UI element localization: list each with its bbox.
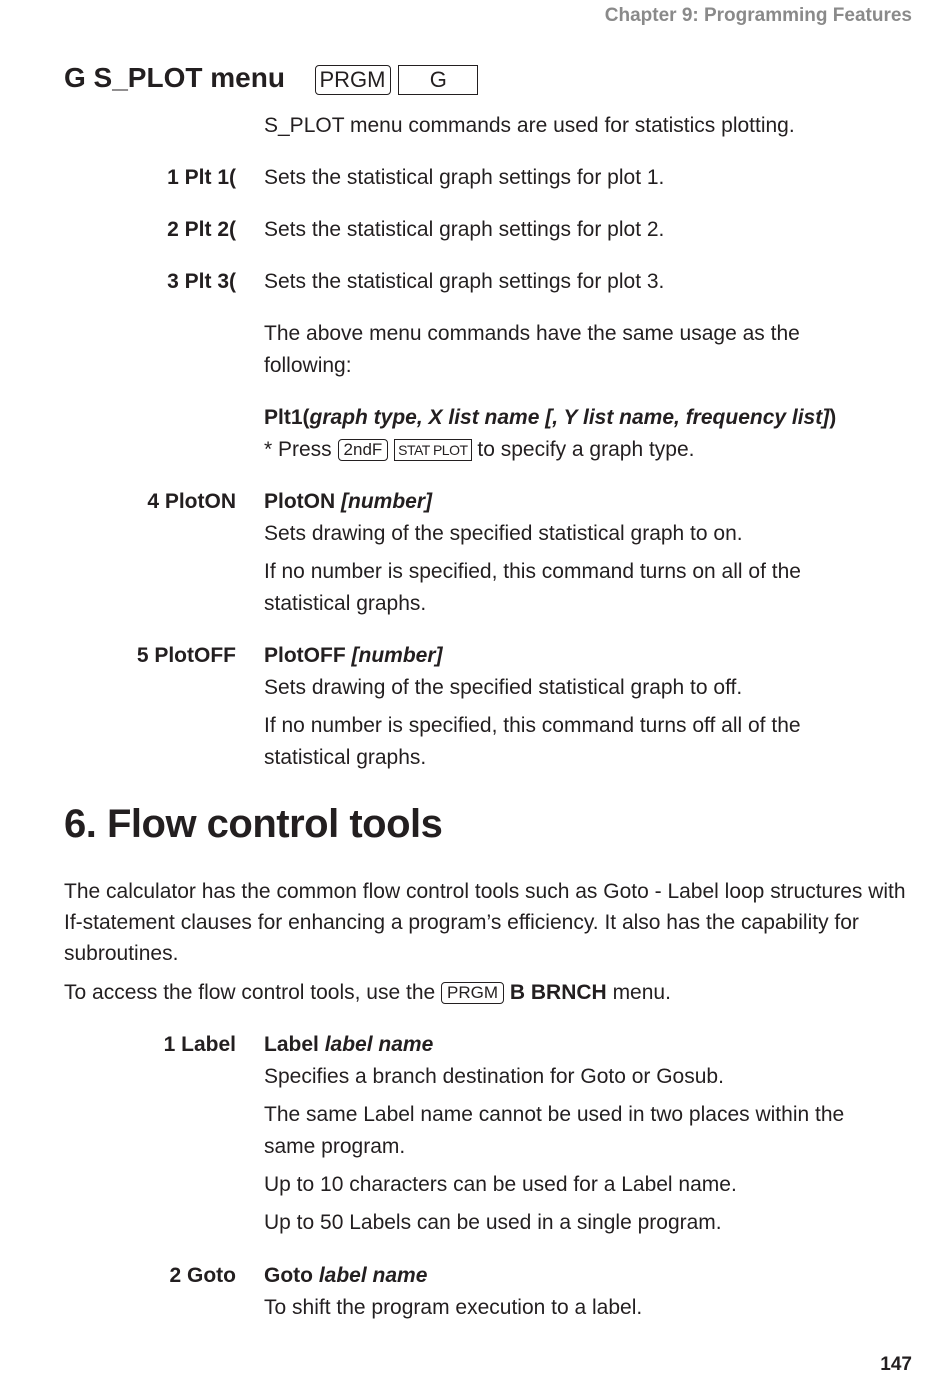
syntax-close: ) <box>829 406 837 429</box>
flow-access <box>64 977 914 1008</box>
flow-control-heading: 6. Flow control tools <box>64 802 443 846</box>
splot-intro: S_PLOT menu commands are used for statistics plotting. <box>264 114 795 137</box>
flow-intro: The calculator has the common flow control tools such as Goto - Label loop structures with If-statement clauses for enhancing a program’s efficiency. It also has the capability for subroutines. <box>64 880 906 965</box>
label-desc4: Up to 50 Labels can be used in a single program. <box>264 1211 722 1234</box>
syntax-line <box>264 402 924 434</box>
plotoff-arg: [number] <box>351 644 443 667</box>
splot-title-text: G S_PLOT menu <box>64 62 285 93</box>
plotoff-cmd: PlotOFF <box>264 644 346 667</box>
ploton-desc2: If no number is specified, this command turns on all of the statistical graphs. <box>264 560 801 615</box>
ploton-arg: [number] <box>341 490 433 513</box>
prgm-key-inline: PRGM <box>441 982 504 1004</box>
label-arg: label name <box>324 1033 434 1056</box>
goto-label: 2 Goto <box>169 1264 236 1287</box>
note-prefix: * Press <box>264 438 332 461</box>
goto-arg: label name <box>318 1264 428 1287</box>
chapter-header: Chapter 9: Programming Features <box>604 5 912 26</box>
goto-cmd: Goto <box>264 1264 313 1287</box>
note-suffix: to specify a graph type. <box>477 438 695 461</box>
ploton-desc1: Sets drawing of the specified statistical graph to on. <box>264 522 743 545</box>
page-number: 147 <box>880 1354 912 1375</box>
splot-menu-title <box>64 62 478 95</box>
label-desc1: Specifies a branch destination for Goto or Gosub. <box>264 1065 724 1088</box>
ploton-label: 4 PlotON <box>147 490 236 513</box>
plotoff-desc1: Sets drawing of the specified statistical graph to off. <box>264 676 743 699</box>
plotoff-label: 5 PlotOFF <box>136 644 236 667</box>
item-text: Sets the statistical graph settings for plot 2. <box>264 218 665 241</box>
g-key: G <box>398 65 478 95</box>
syntax-args: graph type, X list name [, Y list name, frequency list] <box>309 406 830 429</box>
item-label: 3 Plt 3( <box>167 270 236 293</box>
label-desc2: The same Label name cannot be used in two places within the same program. <box>264 1103 845 1158</box>
stat-plot-key: STAT PLOT <box>394 439 471 461</box>
prgm-key: PRGM <box>315 65 391 95</box>
label-cmd: Label <box>264 1033 319 1056</box>
2ndf-key: 2ndF <box>338 439 389 461</box>
plotoff-desc2: If no number is specified, this command turns off all of the statistical graphs. <box>264 714 801 769</box>
goto-desc1: To shift the program execution to a label. <box>264 1296 643 1319</box>
item-label: 1 Plt 1( <box>167 166 236 189</box>
label-desc3: Up to 10 characters can be used for a Label name. <box>264 1173 737 1196</box>
usage-text: The above menu commands have the same usage as the following: <box>264 322 800 377</box>
item-label: 2 Plt 2( <box>167 218 236 241</box>
access-suffix: menu. <box>612 981 671 1004</box>
brnch-menu: B BRNCH <box>509 981 607 1004</box>
label-label: 1 Label <box>163 1033 236 1056</box>
ploton-cmd: PlotON <box>264 490 336 513</box>
access-prefix: To access the flow control tools, use the <box>64 981 436 1004</box>
item-text: Sets the statistical graph settings for plot 3. <box>264 270 665 293</box>
item-text: Sets the statistical graph settings for plot 1. <box>264 166 665 189</box>
syntax-command: Plt1( <box>264 406 310 429</box>
note-line <box>264 434 914 466</box>
